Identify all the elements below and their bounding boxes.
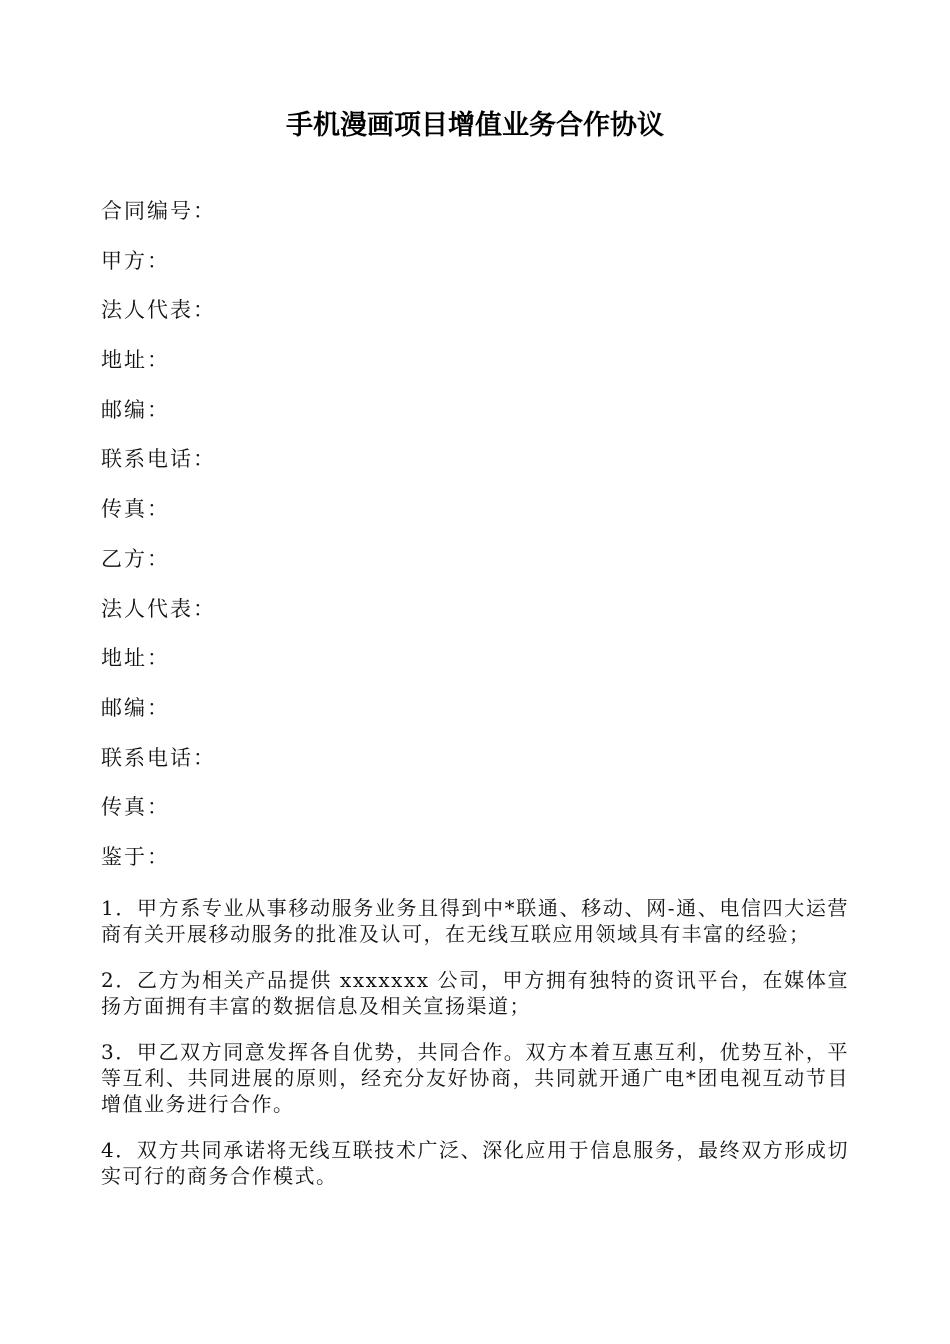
field-party-b: 乙方： [101, 546, 170, 571]
field-contract-number: 合同编号： [101, 199, 216, 223]
recital-paragraph-1: 1．甲方系专业从事移动服务业务且得到中*联通、移动、网-通、电信四大运营商有关开展移动服务的批准及认可，在无线互联应用领域具有丰富的经验； [101, 896, 849, 946]
contract-fields [101, 196, 861, 892]
field-party-a-postcode: 邮编： [101, 397, 170, 422]
field-party-b-address: 地址： [101, 646, 170, 671]
field-party-a-address: 地址： [101, 348, 170, 373]
recital-paragraph-3: 3．甲乙双方同意发挥各自优势，共同合作。双方本着互惠互利，优势互补，平等互利、共同进展的原则，经充分友好协商，共同就开通广电*团电视互动节目增值业务进行合作。 [101, 1040, 849, 1116]
field-party-a-fax: 传真： [101, 497, 170, 522]
field-party-a: 甲方： [101, 248, 170, 273]
field-party-b-phone: 联系电话： [101, 745, 216, 770]
field-whereas: 鉴于： [101, 844, 170, 869]
recital-paragraph-4: 4．双方共同承诺将无线互联技术广泛、深化应用于信息服务，最终双方形成切实可行的商务合作模式。 [101, 1138, 849, 1188]
recitals [101, 895, 849, 1209]
recital-paragraph-2: 2．乙方为相关产品提供 xxxxxxx 公司，甲方拥有独特的资讯平台，在媒体宣扬方面拥有丰富的数据信息及相关宣扬渠道； [101, 968, 849, 1018]
field-party-a-phone: 联系电话： [101, 447, 216, 472]
field-party-a-legal-rep: 法人代表： [101, 298, 216, 323]
document-title: 手机漫画项目增值业务合作协议 [286, 110, 664, 141]
field-party-b-postcode: 邮编： [101, 695, 170, 720]
field-party-b-legal-rep: 法人代表： [101, 596, 216, 621]
field-party-b-fax: 传真： [101, 795, 170, 820]
